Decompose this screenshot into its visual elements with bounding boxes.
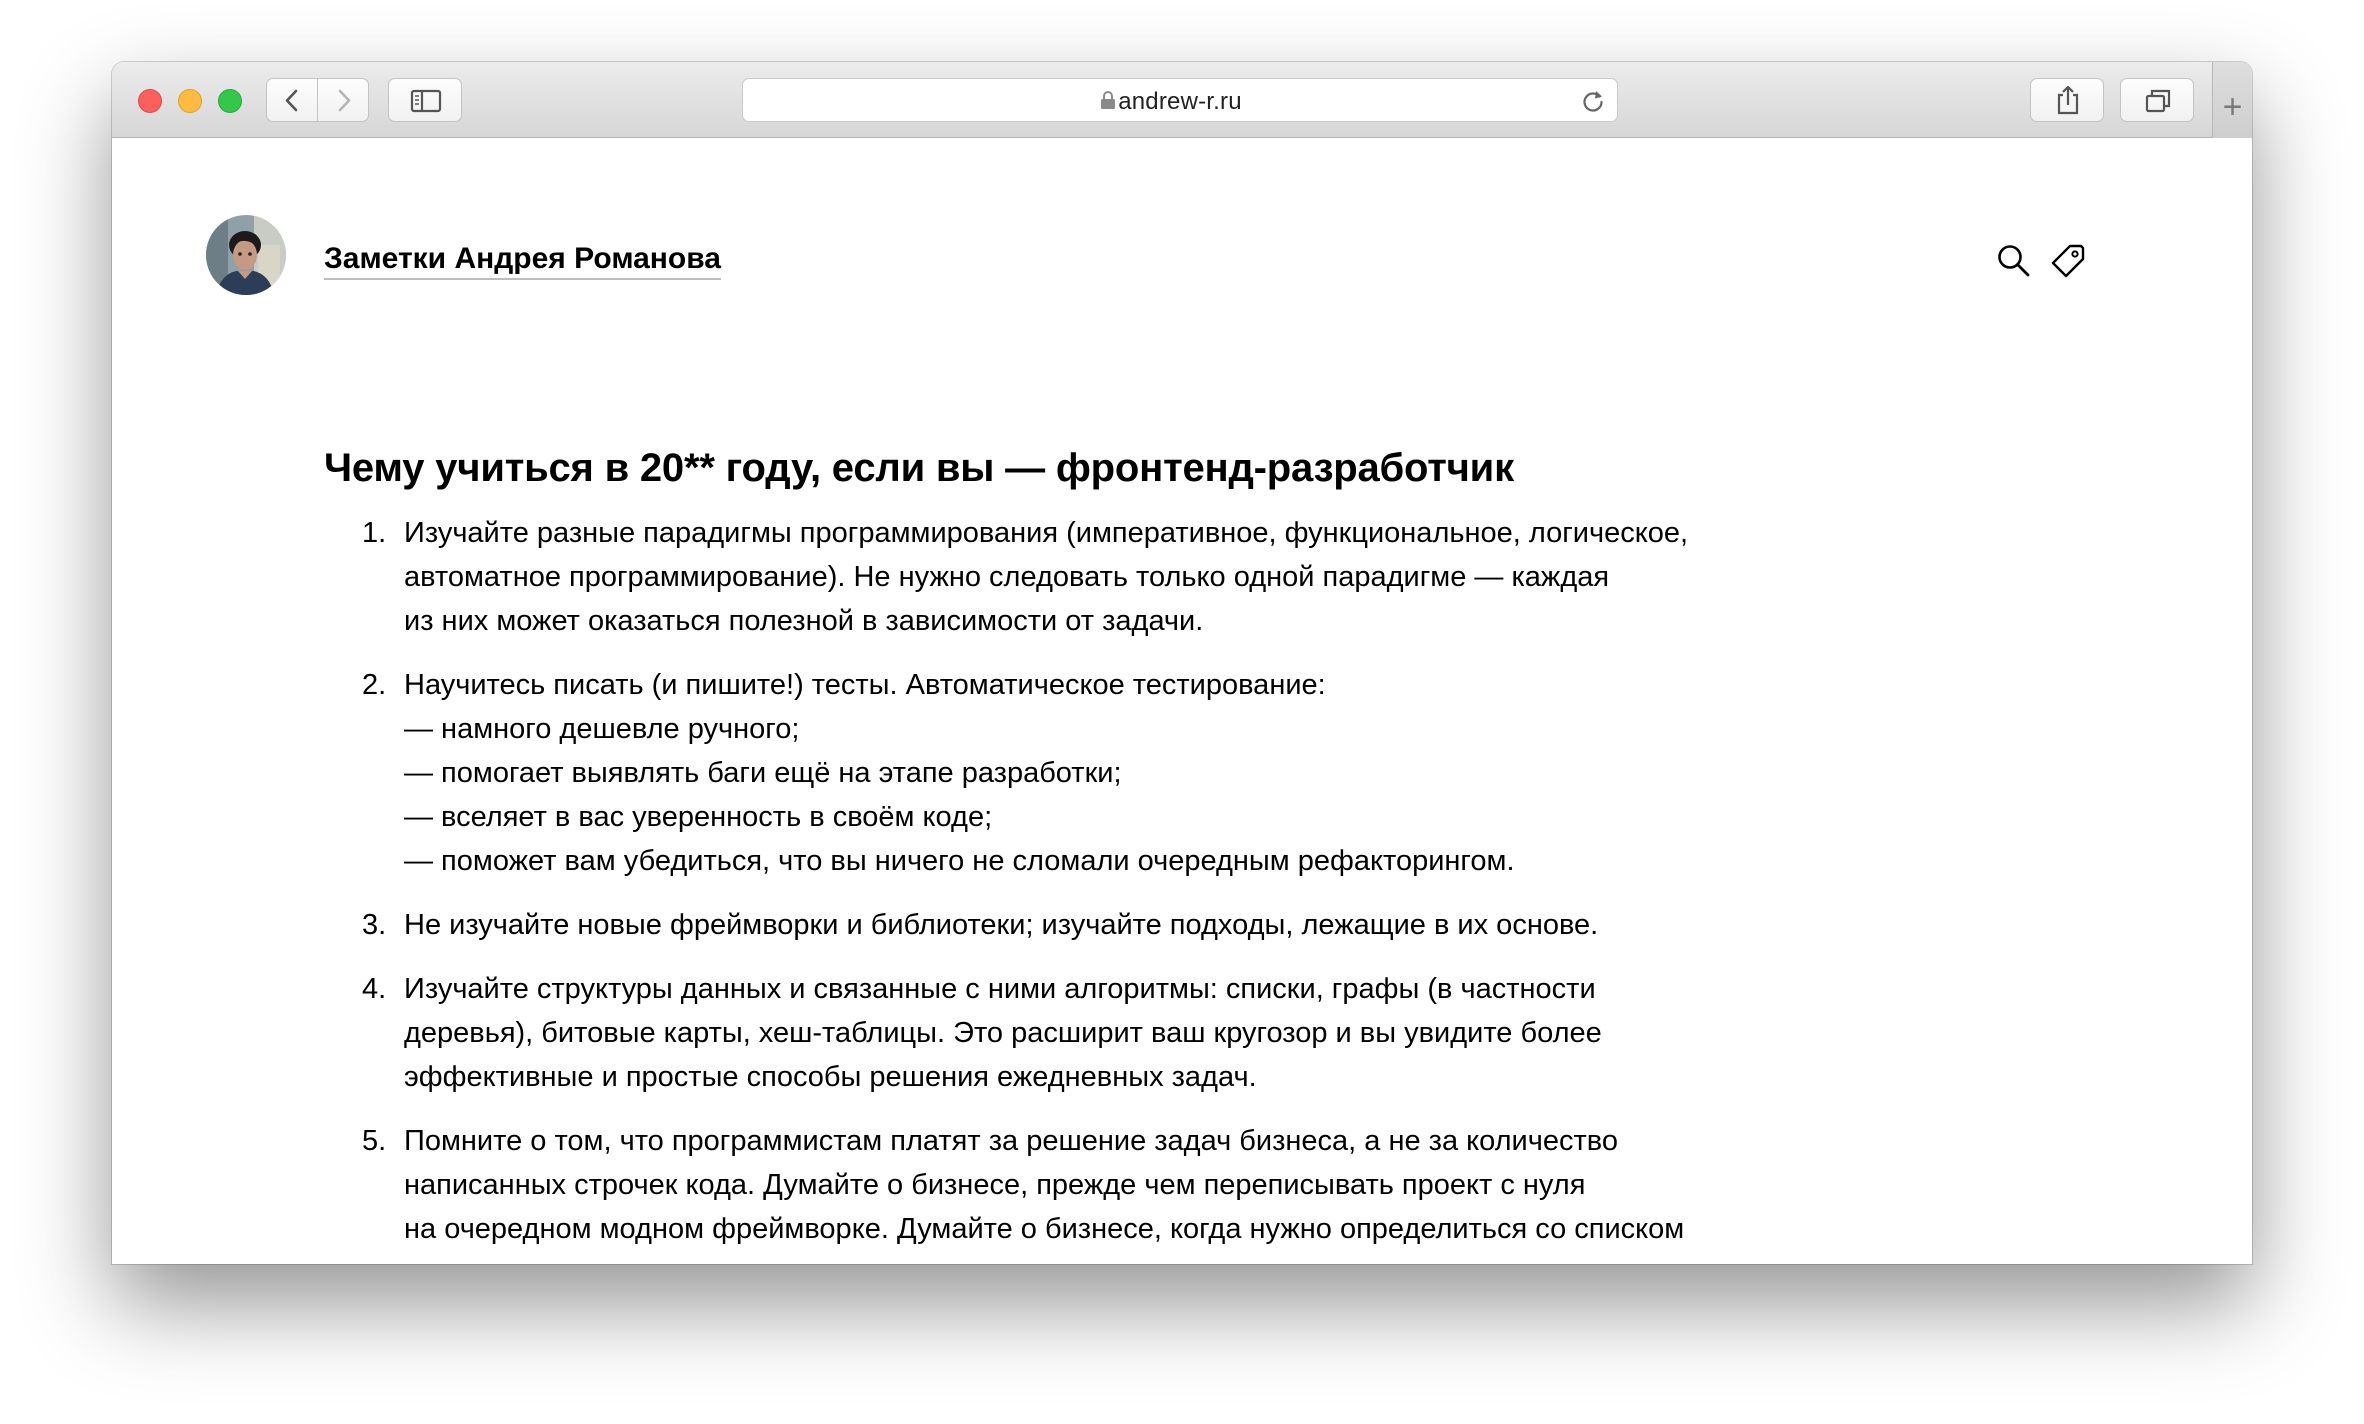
tabs-icon [2121,79,2195,123]
back-button[interactable] [266,78,318,122]
list-item-line: на очередном модном фреймворке. Думайте о бизнесе, когда нужно определиться со списком [404,1213,1685,1245]
close-window-button[interactable] [138,89,162,113]
plus-icon: + [2222,88,2243,126]
author-avatar[interactable] [206,215,286,295]
url-text: andrew-r.ru [1118,88,1242,115]
list-item-line: Не изучайте новые фреймворки и библиотеки; изучайте подходы, лежащие в их основе. [404,909,1599,941]
browser-window [112,62,2252,1264]
list-item-line: эффективные и простые способы решения ежедневных задач. [404,1061,1257,1093]
list-item-line: Изучайте разные парадигмы программирования (императивное, функциональное, логическое, [404,517,1689,549]
list-item-number: 4. [362,973,387,1005]
list-item [324,663,1924,883]
sidebar-toggle-button[interactable] [388,78,462,122]
chevron-left-icon [267,79,319,123]
list-item-line: автоматное программирование). Не нужно следовать только одной парадигме — каждая [404,561,1610,593]
article-list [324,511,1924,1264]
list-item-line: — вселяет в вас уверенность в своём коде; [404,801,993,833]
browser-toolbar [112,62,2252,138]
list-item [324,1119,1924,1251]
minimize-window-button[interactable] [178,89,202,113]
list-item-number: 2. [362,669,387,701]
sidebar-icon [389,79,463,123]
list-item-line: Помните о том, что программистам платят за решение задач бизнеса, а не за количество [404,1125,1618,1157]
forward-button[interactable] [317,78,369,122]
list-item [324,511,1924,643]
avatar-photo [206,215,286,295]
list-item-line: — намного дешевле ручного; [404,713,800,745]
list-item-line: написанных строчек кода. Думайте о бизнесе, прежде чем переписывать проект с нуля [404,1169,1586,1201]
show-tabs-button[interactable] [2120,78,2194,122]
share-button[interactable] [2030,78,2104,122]
list-item [324,903,1924,947]
list-item-line: деревья), битовые карты, хеш-таблицы. Это расширит ваш кругозор и вы увидите более [404,1017,1602,1049]
list-item-line: — помогает выявлять баги ещё на этапе разработки; [404,757,1122,789]
list-item-line: Научитесь писать (и пишите!) тесты. Автоматическое тестирование: [404,669,1326,701]
list-item-line: из них может оказаться полезной в зависимости от задачи. [404,605,1204,637]
list-item-number: 3. [362,909,387,941]
page-content [112,138,2252,1264]
list-item-number: 5. [362,1125,387,1157]
share-icon [2031,79,2105,123]
zoom-window-button[interactable] [218,89,242,113]
tag-icon[interactable] [2048,241,2088,281]
article-title: Чему учиться в 20** году, если вы — фронтенд-разработчик [324,446,1514,490]
list-item-number: 1. [362,517,387,549]
chevron-right-icon [318,79,370,123]
list-item-line: Изучайте структуры данных и связанные с ними алгоритмы: списки, графы (в частности [404,973,1596,1005]
new-tab-button[interactable] [2212,62,2252,138]
site-title-link[interactable]: Заметки Андрея Романова [324,242,721,280]
reload-icon[interactable] [1579,87,1607,115]
address-bar[interactable] [742,78,1618,122]
search-icon[interactable] [1994,241,2034,281]
list-item-line: — поможет вам убедиться, что вы ничего не сломали очередным рефакторингом. [404,845,1515,877]
list-item [324,967,1924,1099]
